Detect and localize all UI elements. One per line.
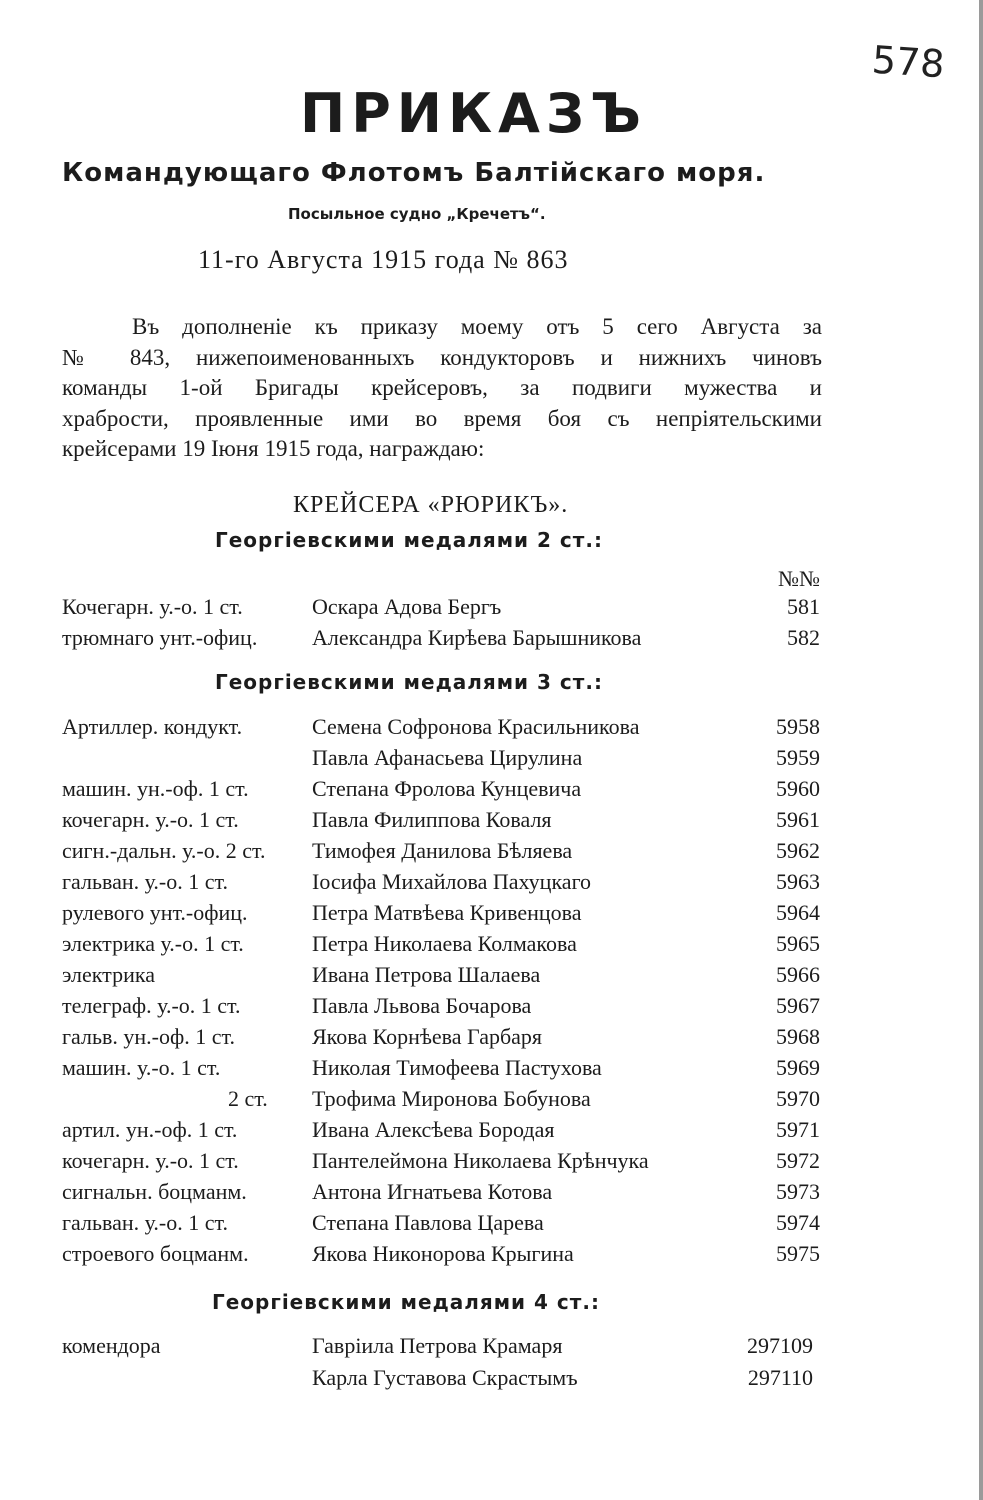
awardee-name: Гавріила Петрова Крамаря: [312, 1333, 563, 1358]
ship-name: Посыльное судно „Кречетъ“.: [288, 205, 546, 223]
medal-number: 5960: [776, 776, 820, 801]
medal-number: 297110: [747, 1365, 813, 1390]
order-date: 11-го Августа 1915 года № 863: [198, 245, 569, 274]
awardee-name: Іосифа Михайлова Пахуцкаго: [312, 869, 592, 894]
rank: кочегарн. у.-о. 1 ст.: [62, 807, 239, 832]
table-row: [0, 1241, 983, 1273]
awardee-name: Александра Кирѣева Барышникова: [312, 625, 642, 650]
paragraph-line: храбрости, проявленные ими во время боя съ непріятельскими: [62, 405, 822, 431]
table-row: [0, 1365, 983, 1397]
rank: гальв. ун.-оф. 1 ст.: [62, 1024, 235, 1049]
rank: рулевого унт.-офиц.: [62, 900, 248, 925]
awardee-name: Павла Филиппова Коваля: [312, 807, 552, 832]
table-row: [0, 1086, 983, 1118]
rank: сигнальн. боцманм.: [62, 1179, 247, 1204]
awardee-name: Ивана Петрова Шалаева: [312, 962, 541, 987]
rank: строевого боцманм.: [62, 1241, 249, 1266]
table-row: [0, 807, 983, 839]
rank: Артиллер. кондукт.: [62, 714, 243, 739]
awardee-name: Петра Матвѣева Кривенцова: [312, 900, 582, 925]
document-title: ПРИКАЗЪ: [300, 82, 647, 145]
awardee-name: Трофима Миронова Бобунова: [312, 1086, 591, 1111]
table-row: [0, 745, 983, 777]
awardee-name: Семена Софронова Красильникова: [312, 714, 640, 739]
medal-number: 5967: [776, 993, 820, 1018]
table-row: [0, 1055, 983, 1087]
rank: артил. ун.-оф. 1 ст.: [62, 1117, 238, 1142]
handwritten-page-number: 578: [870, 37, 946, 87]
rank: машин. ун.-оф. 1 ст.: [62, 776, 249, 801]
table-row: [0, 714, 983, 746]
table-row: [0, 1179, 983, 1211]
awardee-name: Оскара Адова Бергъ: [312, 594, 502, 619]
scan-edge-divider: [979, 0, 983, 1500]
rank: трюмнаго унт.-офиц.: [62, 625, 258, 650]
medal-number: 5966: [776, 962, 820, 987]
table-row: [0, 594, 983, 626]
table-row: [0, 962, 983, 994]
table-row: [0, 931, 983, 963]
awardee-name: Тимофея Данилова Бѣляева: [312, 838, 573, 863]
medal-number: 581: [787, 594, 820, 619]
rank: Кочегарн. у.-о. 1 ст.: [62, 594, 243, 619]
medal-heading-2nd: Георгіевскими медалями 2 ст.:: [215, 528, 603, 552]
paragraph-line: № 843, нижепоименованныхъ кондукторовъ и нижнихъ чиновъ: [62, 344, 822, 370]
awardee-name: Степана Павлова Царева: [312, 1210, 544, 1235]
table-row: [0, 993, 983, 1025]
medal-number: 5965: [776, 931, 820, 956]
rank: телеграф. у.-о. 1 ст.: [62, 993, 241, 1018]
number-column-header: №№: [778, 566, 820, 591]
medal-number: 5971: [776, 1117, 820, 1142]
rank: гальван. у.-о. 1 ст.: [62, 869, 228, 894]
rank: гальван. у.-о. 1 ст.: [62, 1210, 228, 1235]
awardee-name: Павла Афанасьева Цирулина: [312, 745, 583, 770]
medal-number: 5961: [776, 807, 820, 832]
rank: сигн.-дальн. у.-о. 2 ст.: [62, 838, 266, 863]
medal-number: 5962: [776, 838, 820, 863]
medal-number: 5968: [776, 1024, 820, 1049]
awardee-name: Антона Игнатьева Котова: [312, 1179, 553, 1204]
medal-number: 5963: [776, 869, 820, 894]
awardee-name: Павла Львова Бочарова: [312, 993, 532, 1018]
medal-number: 5975: [776, 1241, 820, 1266]
medal-number: 582: [787, 625, 820, 650]
medal-heading-4th: Георгіевскими медалями 4 ст.:: [212, 1290, 600, 1314]
awardee-name: Николая Тимофеева Пастухова: [312, 1055, 602, 1080]
medal-heading-3rd: Георгіевскими медалями 3 ст.:: [215, 670, 603, 694]
order-paragraph: [62, 312, 822, 465]
medal-number: 5969: [776, 1055, 820, 1080]
awardee-name: Якова Никонорова Крыгина: [312, 1241, 574, 1266]
paragraph-line: команды 1-ой Бригады крейсеровъ, за подвиги мужества и: [62, 375, 822, 401]
awardee-name: Якова Корнѣева Гарбаря: [312, 1024, 543, 1049]
table-row: [0, 1148, 983, 1180]
medal-number: 5970: [776, 1086, 820, 1111]
medal-number: 297109: [747, 1333, 813, 1358]
awardee-name: Ивана Алексѣева Бородая: [312, 1117, 555, 1142]
paragraph-line: крейсерами 19 Іюня 1915 года, награждаю:: [62, 436, 485, 462]
awardee-name: Карла Густавова Скрастымъ: [312, 1365, 578, 1390]
table-row: [0, 838, 983, 870]
rank: кочегарн. у.-о. 1 ст.: [62, 1148, 239, 1173]
document-subtitle: Командующаго Флотомъ Балтійскаго моря.: [62, 158, 766, 188]
medal-number: 5958: [776, 714, 820, 739]
table-row: [0, 1024, 983, 1056]
table-row: [0, 625, 983, 657]
medal-number: 5964: [776, 900, 820, 925]
paragraph-line: Въ дополненіе къ приказу моему отъ 5 сего Августа за: [132, 314, 822, 339]
table-row: [0, 869, 983, 901]
rank: электрика у.-о. 1 ст.: [62, 931, 244, 956]
awardee-name: Петра Николаева Колмакова: [312, 931, 577, 956]
table-row: [0, 900, 983, 932]
rank: 2 ст.: [228, 1086, 268, 1111]
rank: комендора: [62, 1333, 161, 1358]
table-row: [0, 1210, 983, 1242]
rank: электрика: [62, 962, 155, 987]
medal-number: 5973: [776, 1179, 820, 1204]
cruiser-heading: КРЕЙСЕРА «РЮРИКЪ».: [293, 492, 569, 518]
table-row: [0, 776, 983, 808]
awardee-name: Степана Фролова Кунцевича: [312, 776, 582, 801]
rank: машин. у.-о. 1 ст.: [62, 1055, 221, 1080]
table-row: [0, 1333, 983, 1365]
awardee-name: Пантелеймона Николаева Крѣнчука: [312, 1148, 649, 1173]
table-row: [0, 1117, 983, 1149]
medal-number: 5959: [776, 745, 820, 770]
medal-number: 5974: [776, 1210, 820, 1235]
medal-number: 5972: [776, 1148, 820, 1173]
